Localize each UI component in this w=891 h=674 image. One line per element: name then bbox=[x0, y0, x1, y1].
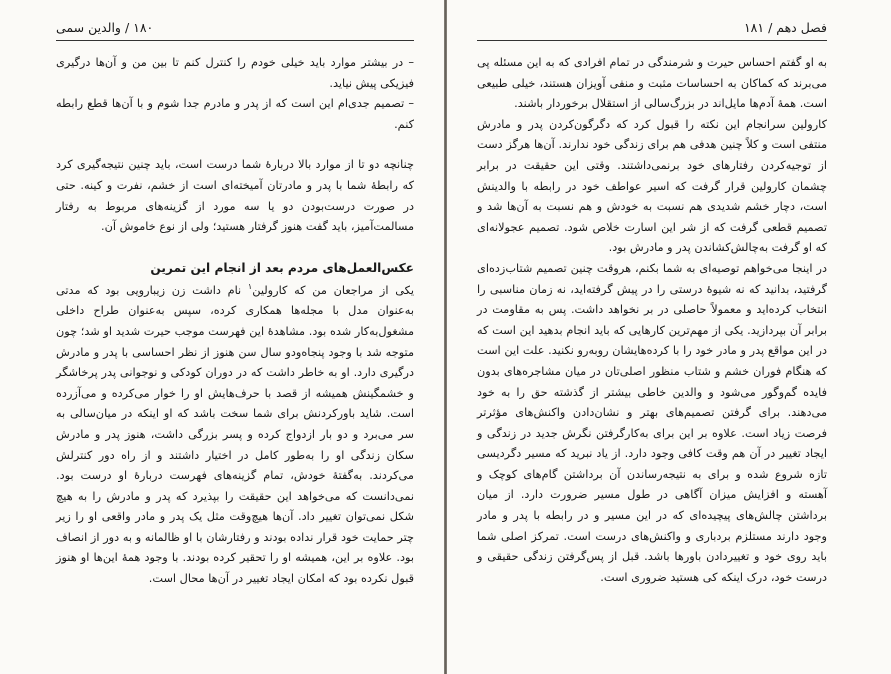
paragraph-caroline bbox=[56, 281, 414, 590]
running-head-right: فصل دهم / ۱۸۱ bbox=[477, 20, 827, 41]
left-page bbox=[0, 0, 444, 674]
paragraph-conclusion: چنانچه دو تا از موارد بالا دربارهٔ شما درست است، باید چنین نتیجه‌گیری کرد که رابطهٔ شما با پدر و مادرتان آمیخته‌ای است از خشم، نفرت و کینه. حتی در صورت درست‌بودن دو یا سه مورد از گزینه‌های مربوط به رفتار مسالمت‌آمیز، باید گفت هنوز گرفتار هستید؛ ولی از نوع خاموش آن. bbox=[56, 158, 414, 234]
section-heading: عکس‌العمل‌های مردم بعد از انجام این تمرین bbox=[150, 260, 414, 275]
section-gap bbox=[56, 238, 414, 258]
right-page bbox=[447, 0, 891, 674]
running-head-left: ۱۸۰ / والدین سمی bbox=[56, 20, 414, 41]
footnote-marker: ۱ bbox=[247, 281, 253, 291]
caroline-text-rest: نام داشت زن زیبارویی بود که مدتی به‌عنوان مدل با مجله‌ها همکاری کرده، سپس به‌عنوان طراح داخلی مشغول‌به‌کار شده بود. مشاهدهٔ این فهرست موجب حیرت شدید او شد؛ چون متوجه شد با وجود پنجاه‌ودو سال سن هنوز از نظر احساسی با پدر و مادرش درگیری دارد. او به خاطر داشت که در دوران کودکی و نوجوانی پدر پرخاشگر و خشمگینش همیشه از قصد با حرف‌هایش او را خوار می‌کرده و می‌آزرده است. شاید باورکردنش برای شما سخت باشد که او اینکه در میان‌سالی به سر می‌برد و دو بار ازدواج کرده و پسر بزرگی داشت، هنوز پدر و مادرش سکان زندگی او را به‌طور کامل در اختیار داشتند و از راه دور کنترلش می‌کردند. به‌گفتهٔ خودش، تمام گزینه‌های فهرست دربارهٔ او درست بود. نمی‌دانست که می‌خواهد این حقیقت را بپذیرد که پدر و مادرش را به هیچ شکل نمی‌توان تغییر داد. آن‌ها هیچ‌وقت مثل یک پدر و مادر واقعی او را زیر چتر حمایت خود قرار نداده بودند و رفتارشان با او ظالمانه و به دور از انصاف بود. علاوه بر این، همیشه او را تحقیر کرده بودند. با وجود همهٔ این‌ها او هنوز قبول نکرده بود که امکان ایجاد تغییر در آن‌ها محال است. bbox=[56, 283, 414, 586]
paragraph-bullet-2: – تصمیم جدی‌ام این است که از پدر و مادرم جدا شوم و با آن‌ها قطع رابطه کنم. bbox=[56, 97, 414, 131]
paragraph-bullet-1: – در بیشتر موارد باید خیلی خودم را کنترل کنم تا بین من و آن‌ها درگیری فیزیکی پیش نیاید. bbox=[56, 56, 414, 90]
paragraph-1: به او گفتم احساس حیرت و شرمندگی در تمام افرادی که به این مسئله پی می‌برند که کماکان به احساسات مثبت و منفی آویزان هستند، خیلی طبیعی است. همهٔ آدم‌ها مایل‌اند در بزرگ‌سالی از استقلال برخوردار باشند. bbox=[477, 56, 827, 111]
paragraph-3: در اینجا می‌خواهم توصیه‌ای به شما بکنم، هروقت چنین تصمیم شتاب‌زده‌ای گرفتید، بدانید که نه شیوهٔ درستی را در پیش گرفته‌اید، نه زمان مناسبی را انتخاب کرده‌اید و معمولاً حاصلی در بر نخواهد داشت. پس به مقاومت در برابر آن بپردازید. یکی از مهم‌ترین کارهایی که باید انجام بدهید این است که در این مواقع پدر و مادر خود را با کرده‌هایشان روبه‌رو نکنید. علت این است که هنگام فوران خشم و شتاب منظور اصلی‌تان در میان مشاجره‌های بدون فایده گم‌وگور می‌شود و والدین خاطی بیشتر از گذشته حق را به خود می‌دهند. برای گرفتن تصمیم‌های بهتر و نشان‌دادن واکنش‌های مؤثرتر فرصت زیاد است. علاوه بر این برای به‌کارگرفتن نگرش جدید در زندگی و ایجاد تغییر در آن هم وقت کافی وجود دارد. از یاد نبرید که مسیر دگردیسی تازه شروع شده و برای به نتیجه‌رساندن آن برداشتن گام‌های کوچک و آهسته و افزایش میزان آگاهی در طول مسیر ضرورت دارد. از میان برداشتن چالش‌های پیچیده‌ای که در این مسیر و در رابطه با پدر و مادر وجود دارند مستلزم بردباری و واکنش‌های درست است. تمرکز اصلی شما باید روی خود و تغییردادن باورها باشد. قبل از پس‌گرفتن زندگی حقیقی و درست خود، درک اینکه کی هستید ضروری است. bbox=[477, 261, 827, 584]
paragraph-2: کارولین سرانجام این نکته را قبول کرد که دگرگون‌کردن پدر و مادرش منتفی است و کلاً چنین هدفی هم برای زندگی خود ندارند. آن‌ها هرگز دست از توجیه‌کردن رفتارهای خود برنمی‌داشتند. وقتی این حقیقت در برابر چشمان کارولین قرار گرفت که اسیر عواطف خود در رابطه با والدینش است، دچار خشم شدیدی هم نسبت به خودش و هم نسبت به آن‌ها شد و تصمیم قطعی گرفت که از شر این اسارت خلاص شود. تصمیم عجولانه‌ای که او گرفت به‌چالش‌کشاندن پدر و مادرش بود. bbox=[477, 117, 827, 255]
caroline-text-start: یکی از مراجعان من که کارولین bbox=[252, 283, 415, 297]
paragraph-gap bbox=[56, 135, 414, 155]
